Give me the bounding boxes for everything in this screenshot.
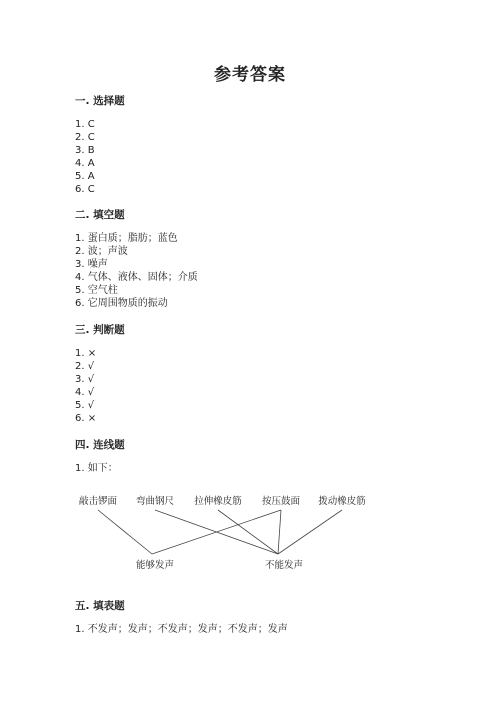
answer-line: 4. A: [75, 158, 95, 169]
matching-diagram: [0, 485, 500, 585]
match-line: [152, 510, 281, 554]
answer-line: 4. 气体、液体、固体；介质: [75, 272, 198, 283]
section-heading-fill: 二. 填空题: [75, 209, 125, 221]
top-item-label: 拨动橡皮筋: [318, 496, 366, 507]
bottom-item-label: 能够发声: [135, 560, 175, 571]
match-line: [278, 510, 342, 554]
top-item-label: 拉伸橡皮筋: [194, 496, 242, 507]
answer-line: 2. 波；声波: [75, 246, 128, 257]
answer-line: 2. C: [75, 132, 95, 143]
answer-line: 5. √: [75, 400, 95, 411]
section-heading-matching: 四. 连线题: [75, 439, 125, 451]
answer-line: 5. A: [75, 171, 95, 182]
answer-line: 1. C: [75, 119, 95, 130]
top-item-label: 按压鼓面: [261, 496, 301, 507]
answer-line: 1. ×: [75, 348, 97, 359]
answer-line: 3. 噪声: [75, 259, 108, 270]
answer-line: 3. √: [75, 374, 95, 385]
answer-line: 3. B: [75, 145, 95, 156]
section-heading-judge: 三. 判断题: [75, 324, 125, 336]
top-item-label: 弯曲钢尺: [135, 496, 175, 507]
bottom-item-label: 不能发声: [264, 560, 304, 571]
answer-line: 6. 它周围物质的振动: [75, 298, 168, 309]
section-heading-table: 五. 填表题: [75, 600, 125, 612]
answer-line: 6. C: [75, 184, 95, 195]
page-title: 参考答案: [214, 65, 286, 85]
answer-line: 6. ×: [75, 413, 97, 424]
top-item-label: 敲击锣面: [78, 496, 118, 507]
match-line: [98, 510, 152, 554]
answer-line: 1. 不发声；发声；不发声；发声；不发声；发声: [75, 624, 288, 635]
answer-line: 1. 如下：: [75, 463, 118, 474]
answer-line: 4. √: [75, 387, 95, 398]
section-heading-choice: 一. 选择题: [75, 95, 125, 107]
answer-line: 1. 蛋白质；脂肪；蓝色: [75, 233, 178, 244]
match-line: [218, 510, 278, 554]
answer-line: 5. 空气柱: [75, 285, 118, 296]
match-line: [278, 510, 281, 554]
answer-line: 2. √: [75, 361, 95, 372]
